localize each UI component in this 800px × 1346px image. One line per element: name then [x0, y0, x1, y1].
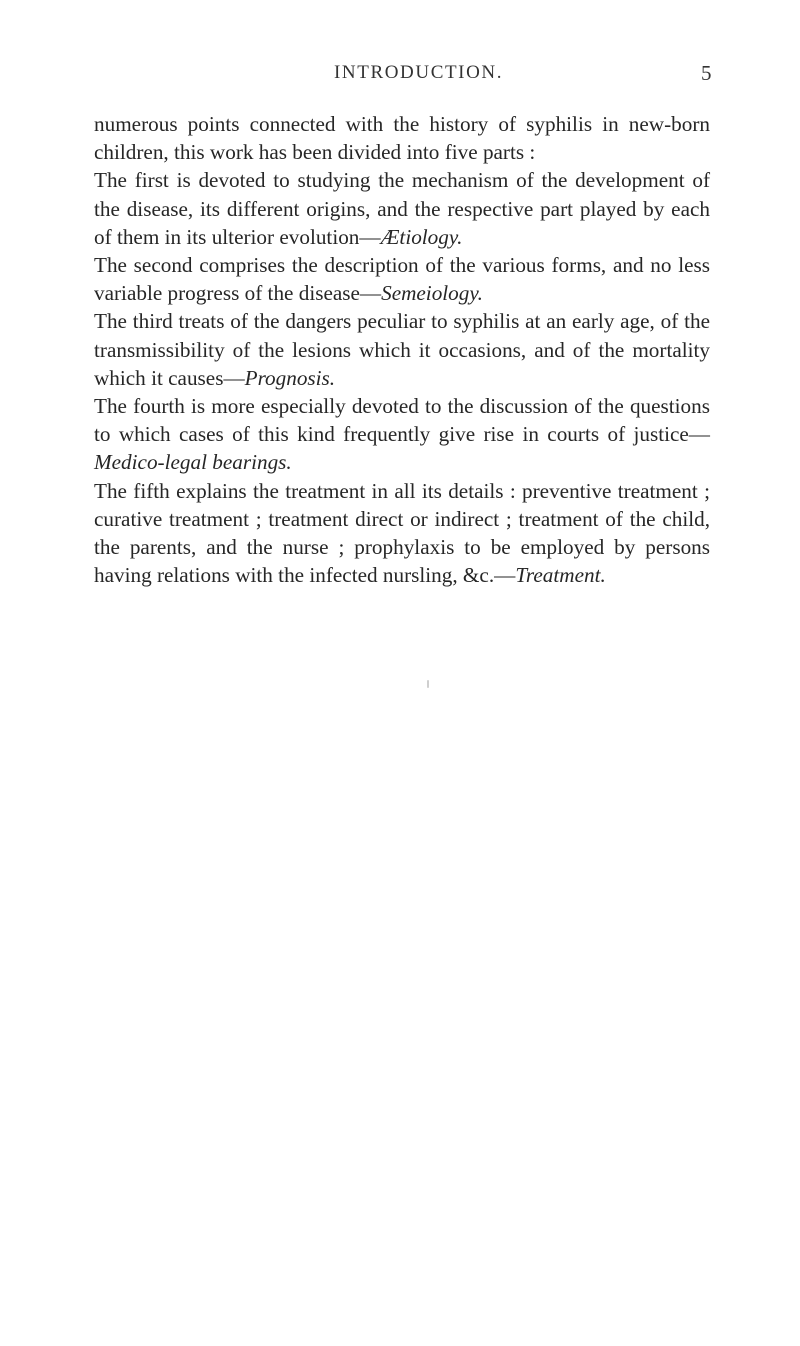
topic-title: Treatment.	[515, 563, 606, 588]
topic-title: Prognosis.	[244, 365, 336, 390]
paragraph-text: The first is devoted to studying the mechanism of the development of the disease, its different origins, and the respective part played by each of them in its ulterior evolution—	[94, 168, 710, 249]
topic-title: Medico-legal bearings.	[94, 450, 292, 475]
paragraph-part-one	[94, 166, 710, 251]
paragraph-part-four	[94, 392, 710, 477]
topic-title: Semeiology.	[381, 281, 483, 306]
paragraph-text: The fifth explains the treatment in all its details : preventive treatment ; curative treatment ; treatment direct or indirect ; treatment of the child, the parents, and the nurse ; prophylaxis to be employed by persons having relations with the infected nursling, &c.—	[94, 478, 710, 588]
paragraph-part-two	[94, 251, 710, 307]
paragraph-text: The third treats of the dangers peculiar to syphilis at an early age, of the transmissibility of the lesions which it occasions, and of the mortality which it causes—	[94, 309, 710, 390]
paragraph-text: The second comprises the description of the various forms, and no less variable progress of the disease—	[94, 253, 710, 306]
topic-title: Ætiology.	[380, 224, 463, 249]
paragraph-part-three	[94, 307, 710, 392]
paragraph-part-five	[94, 477, 710, 590]
running-head	[0, 62, 800, 92]
paragraph-text: The fourth is more especially devoted to the discussion of the questions to which cases of this kind frequently give rise in courts of justice—	[94, 394, 710, 447]
running-title: INTRODUCTION.	[334, 62, 504, 83]
paper-speck	[427, 680, 429, 688]
paragraph-text: numerous points connected with the history of syphilis in new-born children, this work has been divided into five parts :	[94, 112, 710, 165]
paragraph-intro	[94, 110, 710, 166]
body-text	[94, 110, 710, 589]
page-number: 5	[701, 61, 712, 85]
